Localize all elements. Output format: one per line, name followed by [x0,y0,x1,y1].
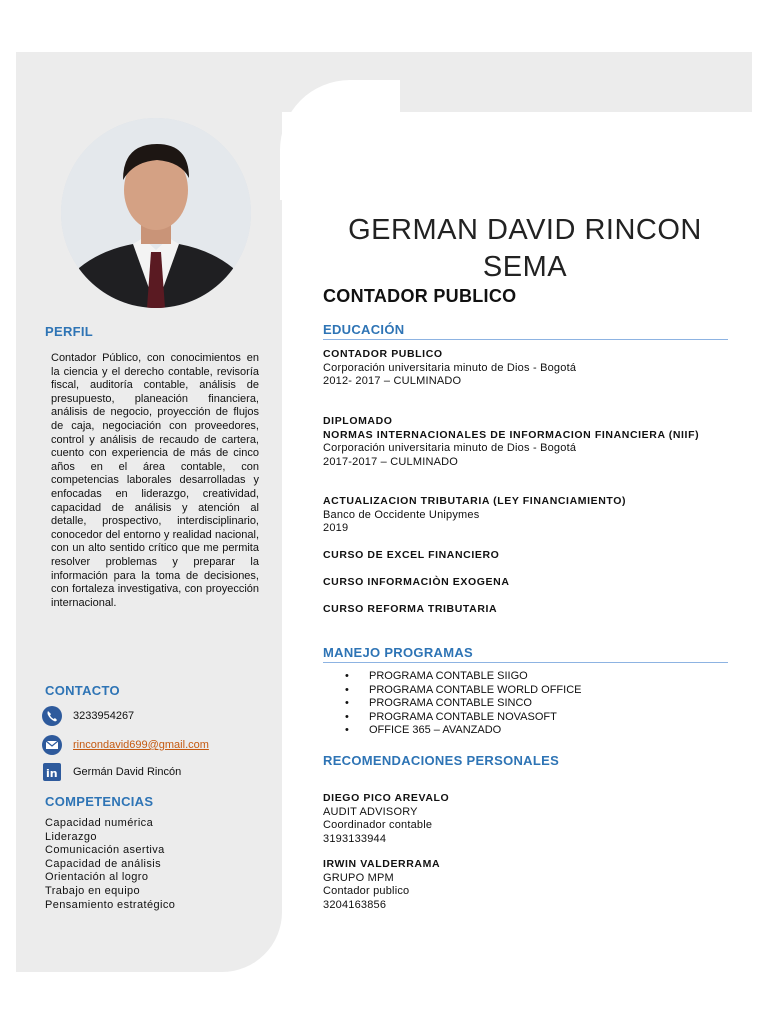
phone-text: 3233954267 [73,710,135,722]
svg-text:in: in [46,767,58,780]
list-item: Capacidad de análisis [45,857,162,870]
list-item: Orientación al logro [45,871,149,884]
education-title: CONTADOR PUBLICO [323,348,443,360]
email-link[interactable]: rincondavid699@gmail.com [73,739,209,751]
recomendaciones-heading: RECOMENDACIONES PERSONALES [323,753,560,768]
reference-phone: 3204163856 [323,898,387,911]
list-item: Capacidad numérica [45,817,154,829]
list-item: • PROGRAMA CONTABLE SINCO [345,697,582,711]
education-title: ACTUALIZACION TRIBUTARIA (LEY FINANCIAMIENTO) [323,495,627,507]
education-subtitle: NORMAS INTERNACIONALES DE INFORMACION FINANCIERA (NIIF) [323,428,700,441]
list-item: Pensamiento estratégico [45,898,176,911]
education-institution: Corporación universitaria minuto de Dios - Bogotá [323,361,577,374]
contact-phone [41,706,134,726]
linkedin-icon [41,762,63,782]
perfil-heading: PERFIL [45,324,94,339]
course-title: CURSO REFORMA TRIBUTARIA [323,603,498,615]
education-entry [323,415,699,469]
list-item: • PROGRAMA CONTABLE WORLD OFFICE [345,684,582,698]
education-dates: 2012- 2017 – CULMINADO [323,375,462,387]
course-entry [323,576,510,590]
programas-heading: MANEJO PROGRAMAS [323,645,728,663]
profile-photo [61,118,251,308]
list-item: • OFFICE 365 – AVANZADO [345,724,582,738]
full-name [316,212,734,286]
profile-photo-illustration [61,118,251,308]
course-entry [323,549,499,563]
education-dates: 2017-2017 – CULMINADO [323,455,459,468]
reference-name: DIEGO PICO AREVALO [323,792,450,804]
name-line-2: SEMA [482,251,568,283]
education-institution: Banco de Occidente Unipymes [323,508,480,521]
reference-role: Coordinador contable [323,819,433,831]
reference-company: GRUPO MPM [323,871,394,884]
reference-role: Contador publico [323,885,410,897]
contact-email[interactable] [41,735,209,755]
email-icon [41,735,63,755]
education-dates: 2019 [323,522,349,534]
programas-list [345,670,582,738]
linkedin-text[interactable]: Germán David Rincón [73,766,182,778]
list-item: • PROGRAMA CONTABLE SIIGO [345,670,582,684]
job-title: CONTADOR PUBLICO [323,286,517,306]
course-entry [323,603,497,617]
course-title: CURSO INFORMACIÒN EXOGENA [323,576,510,588]
list-item: Liderazgo [45,830,97,843]
reference-company: AUDIT ADVISORY [323,805,418,818]
list-item: • PROGRAMA CONTABLE NOVASOFT [345,711,582,725]
course-title: CURSO DE EXCEL FINANCIERO [323,549,500,561]
competencias-list [45,817,175,912]
perfil-text: Contador Público, con conocimientos en la ciencia y el derecho contable, revisoría fiscal, auditoría contable, análisis de presupuesto, planeación financiera, análisis de negocio, proyección de flujos de caja, negociación con proveedores, control y análisis de recaudo de cartera, cuento con experiencia de más de cinco años en el área contable, con competencias laborales desarrolladas y enfocadas en liderazgo, creatividad, capacidad de análisis y atención al detalle, prospectivo, interdisciplinario, conocedor del entorno y realidad nacional, con un alto sentido crítico que me permita resolver problemas y preparar la información para la toma de decisiones, con fortaleza investigativa, con proyección internacional. [51,352,259,609]
contacto-heading: CONTACTO [45,683,120,698]
education-entry [323,348,576,389]
reference-entry [323,792,449,846]
contact-linkedin[interactable] [41,762,181,782]
reference-name: IRWIN VALDERRAMA [323,858,441,870]
education-title: DIPLOMADO [323,415,393,427]
phone-icon [41,706,63,726]
reference-entry [323,858,440,912]
education-institution: Corporación universitaria minuto de Dios - Bogotá [323,442,577,454]
name-line-1: GERMAN DAVID RINCON [348,214,702,246]
reference-phone: 3193133944 [323,832,387,845]
education-entry [323,495,626,536]
list-item: Trabajo en equipo [45,884,141,897]
list-item: Comunicación asertiva [45,844,165,857]
educacion-heading: EDUCACIÓN [323,322,728,340]
competencias-heading: COMPETENCIAS [45,794,154,809]
